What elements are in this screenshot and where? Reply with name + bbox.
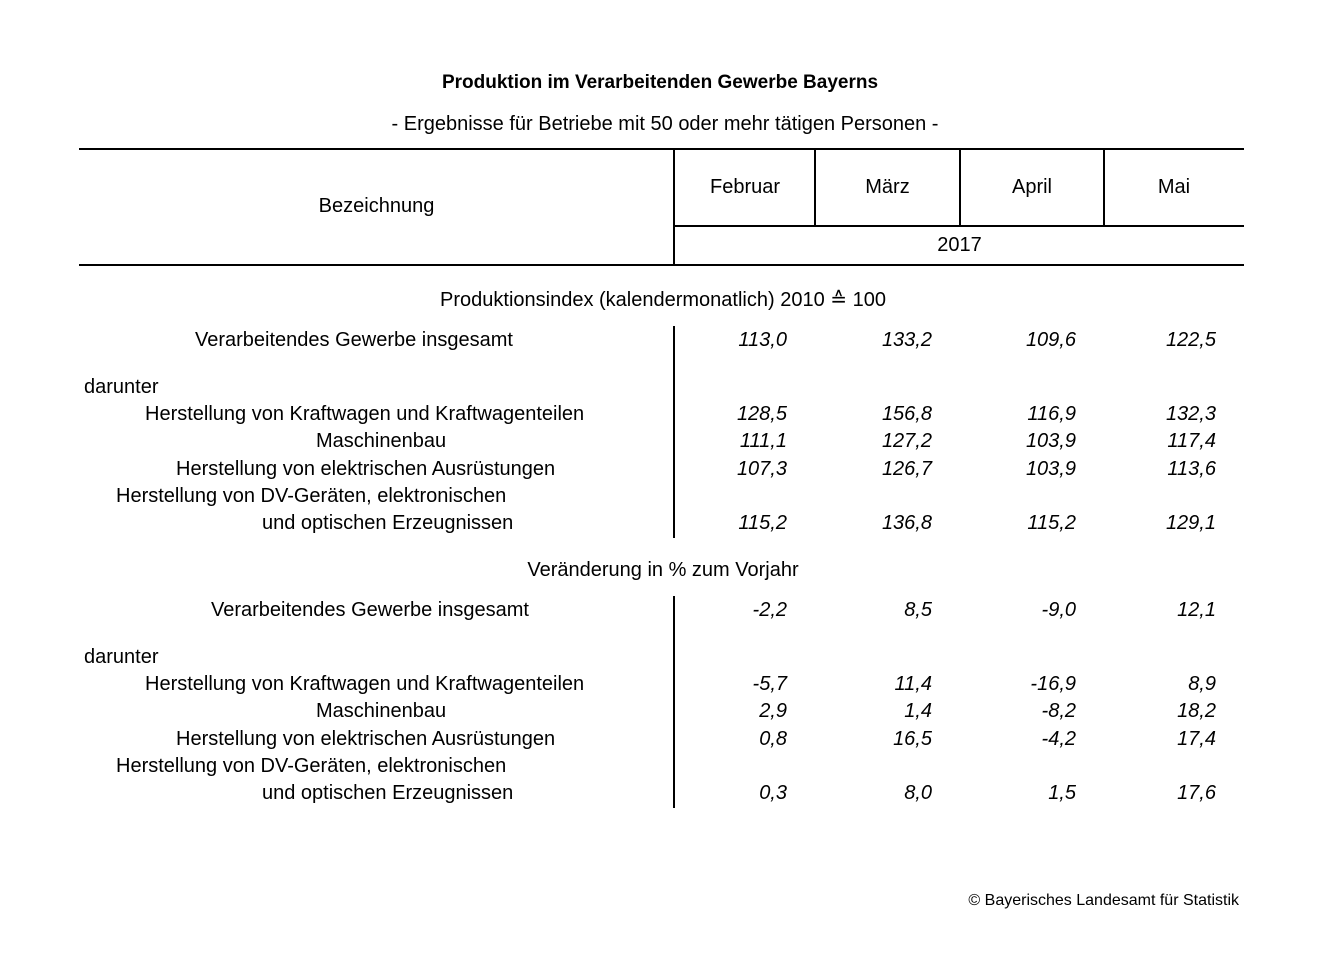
cell-value: 117,4 [1167,430,1216,452]
cell-value: 8,5 [904,599,932,621]
cell-value: 136,8 [881,512,932,534]
row-label: Herstellung von elektrischen Ausrüstungen [176,728,556,750]
cell-value: 103,9 [1025,430,1076,452]
cell-value: 132,3 [1165,403,1216,425]
cell-value: 17,6 [1177,782,1216,804]
section-heading-change: Veränderung in % zum Vorjahr [527,559,799,581]
cell-value: 16,5 [893,728,932,750]
row-label: Herstellung von DV-Geräten, elektronischen [116,755,507,777]
row-label: Herstellung von Kraftwagen und Kraftwagenteilen [145,403,585,425]
cell-value: 115,2 [1027,512,1076,534]
cell-value: 18,2 [1177,700,1216,722]
section-heading-index: Produktionsindex (kalendermonatlich) 2010 ≙ 100 [440,289,886,311]
cell-value: 8,0 [904,782,932,804]
row-label: Verarbeitendes Gewerbe insgesamt [211,599,529,621]
row-label: Maschinenbau [316,430,447,452]
cell-value: -2,2 [752,599,787,621]
cell-value: 0,8 [759,728,787,750]
cell-value: 1,5 [1048,782,1076,804]
cell-value: 8,9 [1188,673,1216,695]
cell-value: 11,4 [894,673,932,695]
cell-value: -8,2 [1041,700,1076,722]
column-header-april: April [1011,176,1052,198]
cell-value: 17,4 [1177,728,1216,750]
cell-value: 107,3 [736,458,787,480]
cell-value: -16,9 [1030,673,1076,695]
cell-value: -5,7 [752,673,787,695]
cell-value: 0,3 [759,782,787,804]
column-header-bezeichnung: Bezeichnung [318,195,435,217]
darunter-label: darunter [84,376,159,398]
column-header-year: 2017 [937,234,982,256]
cell-value: 12,1 [1177,599,1216,621]
cell-value: 103,9 [1025,458,1076,480]
cell-value: 133,2 [881,329,932,351]
cell-value: 156,8 [881,403,932,425]
column-header-mai: Mai [1157,176,1191,198]
cell-value: 122,5 [1165,329,1216,351]
cell-value: 113,6 [1167,458,1216,480]
cell-value: 129,1 [1165,512,1216,534]
cell-value: 115,2 [738,512,787,534]
row-label: Herstellung von Kraftwagen und Kraftwagenteilen [145,673,585,695]
copyright-footer: © Bayerisches Landesamt für Statistik [968,892,1239,909]
row-label: Verarbeitendes Gewerbe insgesamt [195,329,513,351]
header-bottom-rule [79,264,1244,266]
table-title: Produktion im Verarbeitenden Gewerbe Bayerns [441,72,879,93]
row-label-continued: und optischen Erzeugnissen [262,512,514,534]
header-top-rule [79,148,1244,150]
cell-value: -9,0 [1041,599,1076,621]
cell-value: 128,5 [736,403,787,425]
column-header-februar: Februar [709,176,781,198]
cell-value: 127,2 [881,430,932,452]
row-label: Herstellung von DV-Geräten, elektronischen [116,485,507,507]
table-subtitle: - Ergebnisse für Betriebe mit 50 oder mehr tätigen Personen - [391,113,939,135]
column-header-maerz: März [865,176,910,198]
row-label-continued: und optischen Erzeugnissen [262,782,514,804]
cell-value: 126,7 [881,458,932,480]
cell-value: 113,0 [738,329,787,351]
row-label: Herstellung von elektrischen Ausrüstungen [176,458,556,480]
cell-value: 111,1 [739,430,787,452]
cell-value: 109,6 [1025,329,1076,351]
cell-value: -4,2 [1041,728,1076,750]
cell-value: 116,9 [1027,403,1076,425]
cell-value: 1,4 [904,700,932,722]
row-label: Maschinenbau [316,700,447,722]
cell-value: 2,9 [759,700,787,722]
darunter-label: darunter [84,646,159,668]
